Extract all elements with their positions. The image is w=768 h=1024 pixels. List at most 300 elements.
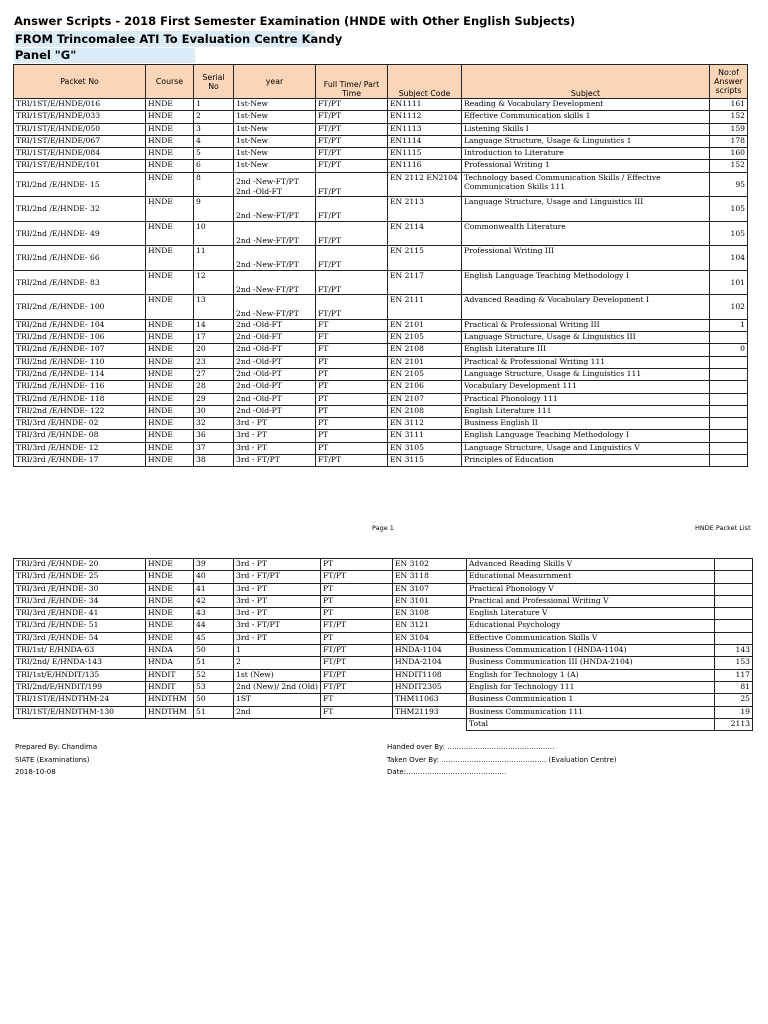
- fulltime-cell: PT: [320, 583, 392, 595]
- subject-code-cell: EN1111: [388, 99, 462, 111]
- course-cell: HNDE: [146, 368, 194, 380]
- course-cell: HNDA: [146, 645, 194, 657]
- year-cell: 3rd - PT: [234, 608, 321, 620]
- subject-code-cell: EN1116: [388, 160, 462, 172]
- course-cell: HNDE: [146, 442, 194, 454]
- col-fulltime-parttime: Full Time/ Part Time: [316, 65, 388, 99]
- document-title: Answer Scripts - 2018 First Semester Examination (HNDE with Other English Subjects): [14, 14, 576, 28]
- packet-table: [13, 64, 748, 467]
- table-header-row: [14, 65, 748, 99]
- serial-no-cell: 20: [194, 344, 234, 356]
- course-cell: HNDE: [146, 270, 194, 295]
- scripts-count-cell: 25: [714, 694, 752, 706]
- col-packet-no: Packet No: [14, 65, 146, 99]
- packet-no-cell: TRI/2nd /E/HNDE- 49: [14, 221, 146, 246]
- scripts-count-cell: 105: [710, 221, 748, 246]
- packet-no-cell: TRI/2nd /E/HNDE- 104: [14, 319, 146, 331]
- subject-code-cell: EN 3111: [388, 430, 462, 442]
- scripts-count-cell: 19: [714, 706, 752, 718]
- serial-no-cell: 53: [194, 681, 234, 693]
- subject-cell: Practical & Professional Writing 111: [462, 356, 710, 368]
- packet-no-cell: TRI/2nd /E/HNDE- 83: [14, 270, 146, 295]
- table-row: [14, 381, 748, 393]
- packet-no-cell: TRI/3rd /E/HNDE- 17: [14, 455, 146, 467]
- subject-code-cell: EN 2115: [388, 246, 462, 271]
- table-row: [14, 418, 748, 430]
- fulltime-cell: PT: [316, 368, 388, 380]
- year-cell: 1: [234, 645, 321, 657]
- course-cell: HNDE: [146, 571, 194, 583]
- year-cell: 2nd: [234, 706, 321, 718]
- year-cell: 2nd -Old-FT: [234, 344, 316, 356]
- subject-cell: Educational Psychology: [466, 620, 714, 632]
- packet-list-label: HNDE Packet List: [695, 524, 751, 532]
- course-cell: HNDE: [146, 99, 194, 111]
- year-cell: 2nd -Old-PT: [234, 368, 316, 380]
- course-cell: HNDE: [146, 405, 194, 417]
- year-cell: 1st (New): [234, 669, 321, 681]
- year-cell: 2nd -New-FT/PT 2nd -Old-FT: [234, 172, 316, 197]
- scripts-count-cell: 143: [714, 645, 752, 657]
- year-cell: 1ST: [234, 694, 321, 706]
- scripts-count-cell: [714, 608, 752, 620]
- fulltime-cell: FT/PT: [320, 657, 392, 669]
- subject-cell: English Language Teaching Methodology I: [462, 430, 710, 442]
- packet-no-cell: TRI/2nd /E/HNDE- 107: [14, 344, 146, 356]
- fulltime-cell: FT/PT: [320, 571, 392, 583]
- packet-no-cell: TRI/2nd /E/HNDE- 118: [14, 393, 146, 405]
- taken-over-by: Taken Over By: ……………………………………… (Evaluation Centre): [387, 755, 617, 764]
- year-cell: 3rd - PT: [234, 442, 316, 454]
- course-cell: HNDE: [146, 455, 194, 467]
- fulltime-cell: PT: [316, 381, 388, 393]
- scripts-count-cell: [710, 368, 748, 380]
- table-row: [14, 246, 748, 271]
- serial-no-cell: 2: [194, 111, 234, 123]
- serial-no-cell: 9: [194, 197, 234, 222]
- packet-no-cell: TRI/1ST/E/HNDE/084: [14, 148, 146, 160]
- handover-block: [387, 741, 617, 779]
- scripts-count-cell: [710, 381, 748, 393]
- course-cell: HNDE: [146, 356, 194, 368]
- table-row: [14, 111, 748, 123]
- subject-code-cell: EN1112: [388, 111, 462, 123]
- packet-no-cell: TRI/3rd /E/HNDE- 51: [14, 620, 146, 632]
- subject-cell: English Literature 111: [462, 405, 710, 417]
- table-row: [14, 99, 748, 111]
- scripts-count-cell: 95: [710, 172, 748, 197]
- prepared-by: Prepared By: Chandima: [15, 743, 98, 751]
- serial-no-cell: 14: [194, 319, 234, 331]
- subject-cell: Practical & Professional Writing III: [462, 319, 710, 331]
- fulltime-cell: FT/PT: [316, 455, 388, 467]
- scripts-count-cell: [714, 571, 752, 583]
- serial-no-cell: 10: [194, 221, 234, 246]
- scripts-count-cell: 1: [710, 319, 748, 331]
- col-subject-code: Subject Code: [388, 65, 462, 99]
- subject-code-cell: EN 3121: [392, 620, 466, 632]
- scripts-count-cell: 153: [714, 657, 752, 669]
- subject-cell: Practical Phonology 111: [462, 393, 710, 405]
- subject-code-cell: EN 3101: [392, 595, 466, 607]
- table-row: [14, 319, 748, 331]
- subject-code-cell: HNDIT1108: [392, 669, 466, 681]
- table-row: [14, 669, 753, 681]
- year-cell: 3rd - PT: [234, 430, 316, 442]
- serial-no-cell: 38: [194, 455, 234, 467]
- course-cell: HNDE: [146, 332, 194, 344]
- table-row: [14, 135, 748, 147]
- serial-no-cell: 44: [194, 620, 234, 632]
- subject-cell: Professional Writing III: [462, 246, 710, 271]
- packet-no-cell: TRI/3rd /E/HNDE- 20: [14, 559, 146, 571]
- serial-no-cell: 27: [194, 368, 234, 380]
- fulltime-cell: PT: [320, 608, 392, 620]
- serial-no-cell: 8: [194, 172, 234, 197]
- subject-cell: Business Communication III (HNDA-2104): [466, 657, 714, 669]
- subject-code-cell: EN 2113: [388, 197, 462, 222]
- fulltime-cell: FT/PT: [320, 669, 392, 681]
- serial-no-cell: 5: [194, 148, 234, 160]
- packet-no-cell: TRI/3rd /E/HNDE- 41: [14, 608, 146, 620]
- scripts-count-cell: 152: [710, 160, 748, 172]
- packet-no-cell: TRI/3rd /E/HNDE- 34: [14, 595, 146, 607]
- fulltime-cell: FT/PT: [316, 135, 388, 147]
- serial-no-cell: 1: [194, 99, 234, 111]
- packet-no-cell: TRI/1ST/E/HNDE/033: [14, 111, 146, 123]
- subject-cell: Language Structure, Usage & Linguistics 111: [462, 368, 710, 380]
- fulltime-cell: FT/PT: [320, 620, 392, 632]
- table-row: [14, 571, 753, 583]
- subject-cell: English Literature III: [462, 344, 710, 356]
- serial-no-cell: 17: [194, 332, 234, 344]
- course-cell: HNDE: [146, 418, 194, 430]
- subject-code-cell: EN 2112 EN2104: [388, 172, 462, 197]
- scripts-count-cell: [714, 595, 752, 607]
- fulltime-cell: FT/PT: [316, 148, 388, 160]
- fulltime-cell: FT/PT: [316, 111, 388, 123]
- serial-no-cell: 11: [194, 246, 234, 271]
- subject-cell: Language Structure, Usage & Linguistics III: [462, 332, 710, 344]
- total-value: 2113: [714, 718, 752, 730]
- table-row: [14, 608, 753, 620]
- prepared-role: SIATE (Examinations): [15, 755, 90, 764]
- scripts-count-cell: [710, 442, 748, 454]
- serial-no-cell: 3: [194, 123, 234, 135]
- col-course: Course: [146, 65, 194, 99]
- packet-no-cell: TRI/1st/ E/HNDA-63: [14, 645, 146, 657]
- packet-no-cell: TRI/1ST/E/HNDE/016: [14, 99, 146, 111]
- packet-no-cell: TRI/2nd /E/HNDE- 15: [14, 172, 146, 197]
- subject-code-cell: HNDIT2305: [392, 681, 466, 693]
- serial-no-cell: 23: [194, 356, 234, 368]
- course-cell: HNDE: [146, 620, 194, 632]
- subject-cell: Advanced Reading Skills V: [466, 559, 714, 571]
- table-row: [14, 657, 753, 669]
- course-cell: HNDE: [146, 135, 194, 147]
- subject-code-cell: EN 2114: [388, 221, 462, 246]
- subject-code-cell: EN 3118: [392, 571, 466, 583]
- subject-cell: Commonwealth Literature: [462, 221, 710, 246]
- table-row: [14, 356, 748, 368]
- table-row: [14, 559, 753, 571]
- packet-no-cell: TRI/3rd /E/HNDE- 12: [14, 442, 146, 454]
- subject-code-cell: THM21193: [392, 706, 466, 718]
- course-cell: HNDA: [146, 657, 194, 669]
- subject-code-cell: EN 2107: [388, 393, 462, 405]
- packet-no-cell: TRI/1ST/E/HNDTHM-24: [14, 694, 146, 706]
- packet-no-cell: TRI/1ST/E/HNDE/067: [14, 135, 146, 147]
- subject-cell: Business Communication I (HNDA-1104): [466, 645, 714, 657]
- packet-no-cell: TRI/2nd /E/HNDE- 32: [14, 197, 146, 222]
- course-cell: HNDE: [146, 393, 194, 405]
- serial-no-cell: 12: [194, 270, 234, 295]
- subject-cell: Language Structure, Usage & Linguistics 1: [462, 135, 710, 147]
- packet-no-cell: TRI/2nd/E/HNDIT/199: [14, 681, 146, 693]
- subject-code-cell: EN 2101: [388, 319, 462, 331]
- scripts-count-cell: [714, 632, 752, 644]
- fulltime-cell: PT: [316, 405, 388, 417]
- subject-cell: Business English II: [462, 418, 710, 430]
- packet-no-cell: TRI/2nd /E/HNDE- 106: [14, 332, 146, 344]
- subject-cell: Effective Communication skills 1: [462, 111, 710, 123]
- col-answer-scripts: No:of Answer scripts: [710, 65, 748, 99]
- packet-no-cell: TRI/2nd /E/HNDE- 110: [14, 356, 146, 368]
- subject-code-cell: HNDA-1104: [392, 645, 466, 657]
- year-cell: 3rd - PT: [234, 595, 321, 607]
- fulltime-cell: FT: [316, 332, 388, 344]
- handover-date: Date:…………………………………….: [387, 768, 507, 776]
- packet-no-cell: TRI/3rd /E/HNDE- 30: [14, 583, 146, 595]
- course-cell: HNDE: [146, 608, 194, 620]
- table-row: [14, 455, 748, 467]
- scripts-count-cell: 117: [714, 669, 752, 681]
- year-cell: 1st-New: [234, 160, 316, 172]
- course-cell: HNDE: [146, 160, 194, 172]
- serial-no-cell: 45: [194, 632, 234, 644]
- fulltime-cell: PT: [316, 430, 388, 442]
- subject-code-cell: EN 3105: [388, 442, 462, 454]
- fulltime-cell: FT/PT: [316, 99, 388, 111]
- packet-no-cell: TRI/2nd /E/HNDE- 114: [14, 368, 146, 380]
- scripts-count-cell: [710, 393, 748, 405]
- scripts-count-cell: [714, 583, 752, 595]
- serial-no-cell: 39: [194, 559, 234, 571]
- year-cell: 2nd -New-FT/PT: [234, 270, 316, 295]
- scripts-count-cell: 102: [710, 295, 748, 320]
- col-serial-no: Serial No: [194, 65, 234, 99]
- course-cell: HNDE: [146, 172, 194, 197]
- subject-code-cell: EN 2108: [388, 344, 462, 356]
- serial-no-cell: 41: [194, 583, 234, 595]
- packet-no-cell: TRI/1ST/E/HNDE/050: [14, 123, 146, 135]
- course-cell: HNDE: [146, 381, 194, 393]
- fulltime-cell: FT/PT: [320, 681, 392, 693]
- subject-code-cell: EN 2105: [388, 332, 462, 344]
- course-cell: HNDE: [146, 123, 194, 135]
- fulltime-cell: FT: [320, 706, 392, 718]
- subject-cell: Language Structure, Usage and Linguistics V: [462, 442, 710, 454]
- scripts-count-cell: 159: [710, 123, 748, 135]
- fulltime-cell: FT/PT: [316, 197, 388, 222]
- packet-table-continued: [13, 558, 753, 731]
- serial-no-cell: 51: [194, 706, 234, 718]
- serial-no-cell: 42: [194, 595, 234, 607]
- page-number: Page 1: [372, 524, 394, 532]
- scripts-count-cell: [710, 405, 748, 417]
- table-row: [14, 405, 748, 417]
- subject-code-cell: EN 2111: [388, 295, 462, 320]
- fulltime-cell: PT: [320, 632, 392, 644]
- fulltime-cell: FT/PT: [316, 295, 388, 320]
- packet-no-cell: TRI/1ST/E/HNDE/101: [14, 160, 146, 172]
- subject-code-cell: EN 3107: [392, 583, 466, 595]
- handed-over-by: Handed over By: ……………………………………….: [387, 743, 555, 751]
- packet-no-cell: TRI/2nd /E/HNDE- 100: [14, 295, 146, 320]
- year-cell: 3rd - FT/PT: [234, 620, 321, 632]
- course-cell: HNDE: [146, 595, 194, 607]
- fulltime-cell: PT: [316, 418, 388, 430]
- year-cell: 3rd - PT: [234, 632, 321, 644]
- course-cell: HNDE: [146, 430, 194, 442]
- serial-no-cell: 50: [194, 645, 234, 657]
- serial-no-cell: 30: [194, 405, 234, 417]
- year-cell: 1st-New: [234, 148, 316, 160]
- fulltime-cell: FT/PT: [316, 123, 388, 135]
- year-cell: 1st-New: [234, 111, 316, 123]
- fulltime-cell: FT/PT: [316, 270, 388, 295]
- year-cell: 3rd - FT/PT: [234, 571, 321, 583]
- serial-no-cell: 51: [194, 657, 234, 669]
- subject-code-cell: EN 2117: [388, 270, 462, 295]
- scripts-count-cell: [710, 356, 748, 368]
- prepared-block: [15, 741, 97, 779]
- serial-no-cell: 50: [194, 694, 234, 706]
- table-row: [14, 694, 753, 706]
- table-row: [14, 595, 753, 607]
- subject-cell: Educational Measurnment: [466, 571, 714, 583]
- table-row: [14, 270, 748, 295]
- year-cell: 2nd -New-FT/PT: [234, 246, 316, 271]
- year-cell: 1st-New: [234, 99, 316, 111]
- year-cell: 2nd -Old-PT: [234, 405, 316, 417]
- subject-code-cell: EN 3108: [392, 608, 466, 620]
- subject-code-cell: EN 2106: [388, 381, 462, 393]
- table-row: [14, 393, 748, 405]
- table-row: [14, 197, 748, 222]
- scripts-count-cell: [710, 418, 748, 430]
- table-row: [14, 368, 748, 380]
- table-row: [14, 620, 753, 632]
- fulltime-cell: PT: [320, 595, 392, 607]
- year-cell: 2nd -New-FT/PT: [234, 295, 316, 320]
- scripts-count-cell: 101: [710, 270, 748, 295]
- year-cell: 3rd - FT/PT: [234, 455, 316, 467]
- table-row: [14, 148, 748, 160]
- table-row: [14, 332, 748, 344]
- year-cell: 2nd -Old-PT: [234, 381, 316, 393]
- course-cell: HNDE: [146, 295, 194, 320]
- fulltime-cell: FT/PT: [316, 246, 388, 271]
- course-cell: HNDE: [146, 111, 194, 123]
- scripts-count-cell: 161: [710, 99, 748, 111]
- col-subject: Subject: [462, 65, 710, 99]
- packet-no-cell: TRI/3rd /E/HNDE- 54: [14, 632, 146, 644]
- year-cell: 1st-New: [234, 135, 316, 147]
- subject-cell: Principles of Education: [462, 455, 710, 467]
- empty-cell: [392, 718, 466, 730]
- year-cell: 1st-New: [234, 123, 316, 135]
- fulltime-cell: PT: [316, 393, 388, 405]
- year-cell: 2nd -New-FT/PT: [234, 197, 316, 222]
- subject-cell: English for Technology 1 (A): [466, 669, 714, 681]
- subject-cell: Business Communication 111: [466, 706, 714, 718]
- year-cell: 3rd - PT: [234, 418, 316, 430]
- serial-no-cell: 36: [194, 430, 234, 442]
- course-cell: HNDE: [146, 344, 194, 356]
- fulltime-cell: FT: [316, 344, 388, 356]
- col-year: year: [234, 65, 316, 99]
- from-to-line: FROM Trincomalee ATI To Evaluation Centre Kandy: [15, 32, 343, 46]
- serial-no-cell: 13: [194, 295, 234, 320]
- table-row: [14, 706, 753, 718]
- subject-code-cell: EN 2101: [388, 356, 462, 368]
- table-row: [14, 295, 748, 320]
- prepared-date: 2018-10-08: [15, 768, 56, 776]
- subject-code-cell: EN 3104: [392, 632, 466, 644]
- course-cell: HNDE: [146, 197, 194, 222]
- subject-code-cell: EN1113: [388, 123, 462, 135]
- packet-no-cell: TRI/3rd /E/HNDE- 02: [14, 418, 146, 430]
- fulltime-cell: FT/PT: [316, 160, 388, 172]
- year-cell: 3rd - PT: [234, 559, 321, 571]
- subject-cell: Reading & Vocabulary Development: [462, 99, 710, 111]
- packet-no-cell: TRI/1ST/E/HNDTHM-130: [14, 706, 146, 718]
- subject-code-cell: EN 2108: [388, 405, 462, 417]
- fulltime-cell: FT/PT: [316, 172, 388, 197]
- fulltime-cell: PT: [316, 442, 388, 454]
- subject-cell: Language Structure, Usage and Linguistics III: [462, 197, 710, 222]
- course-cell: HNDE: [146, 221, 194, 246]
- scripts-count-cell: 105: [710, 197, 748, 222]
- scripts-count-cell: 81: [714, 681, 752, 693]
- table-row: [14, 583, 753, 595]
- course-cell: HNDE: [146, 559, 194, 571]
- scripts-count-cell: 0: [710, 344, 748, 356]
- fulltime-cell: FT/PT: [316, 221, 388, 246]
- fulltime-cell: FT: [320, 694, 392, 706]
- packet-no-cell: TRI/2nd /E/HNDE- 66: [14, 246, 146, 271]
- subject-cell: Effective Communication Skills V: [466, 632, 714, 644]
- subject-code-cell: EN 3115: [388, 455, 462, 467]
- serial-no-cell: 32: [194, 418, 234, 430]
- table-row: [14, 645, 753, 657]
- scripts-count-cell: [714, 559, 752, 571]
- subject-code-cell: EN 3102: [392, 559, 466, 571]
- serial-no-cell: 43: [194, 608, 234, 620]
- empty-cell: [146, 718, 194, 730]
- total-label: Total: [466, 718, 714, 730]
- course-cell: HNDE: [146, 632, 194, 644]
- course-cell: HNDIT: [146, 681, 194, 693]
- subject-cell: Business Communication 1: [466, 694, 714, 706]
- subject-cell: Advanced Reading & Vocabulary Development I: [462, 295, 710, 320]
- year-cell: 2nd -Old-FT: [234, 319, 316, 331]
- year-cell: 2nd -Old-PT: [234, 393, 316, 405]
- serial-no-cell: 37: [194, 442, 234, 454]
- scripts-count-cell: 104: [710, 246, 748, 271]
- subject-cell: Practical Phonology V: [466, 583, 714, 595]
